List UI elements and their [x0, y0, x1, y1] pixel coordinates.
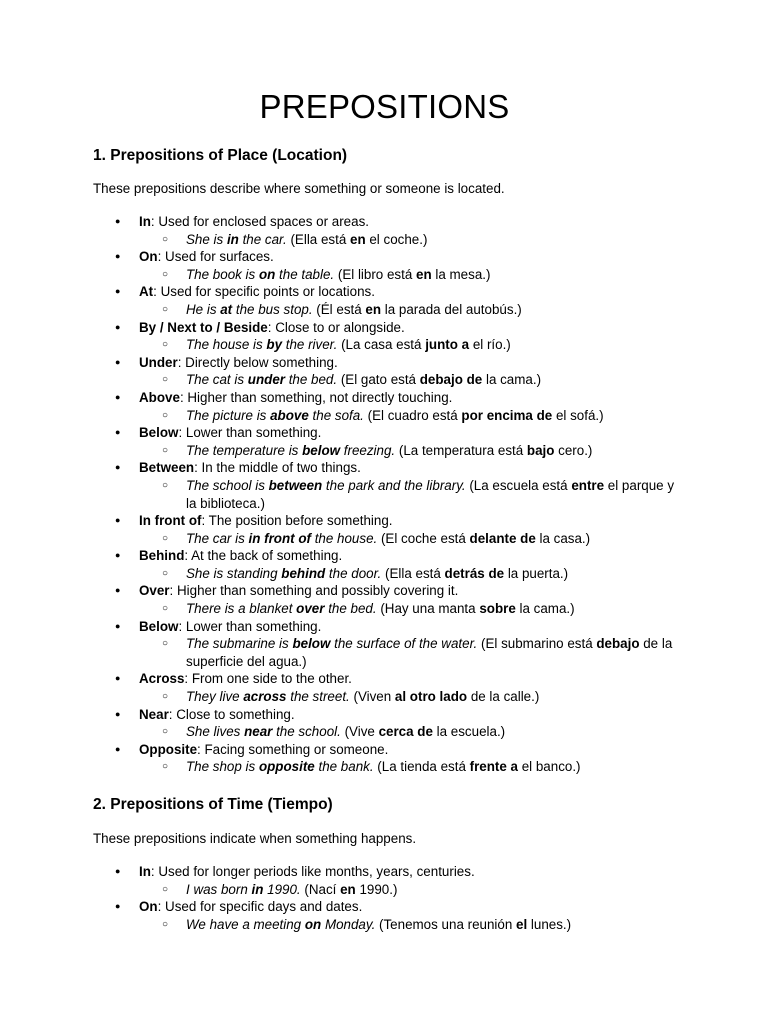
example-english-keyword: below	[302, 442, 341, 458]
document-title: PREPOSITIONS	[259, 88, 510, 125]
preposition-item	[93, 706, 676, 741]
example-spanish-text: (El gato está	[337, 372, 420, 388]
example-spanish-keyword: al otro lado	[394, 689, 468, 705]
example-english-text: We have a meeting	[186, 916, 305, 932]
preposition-definition: : Used for enclosed spaces or areas.	[150, 214, 369, 229]
example-spanish-text: la cama.)	[515, 601, 575, 617]
example-english-text: the table.	[275, 266, 335, 282]
example-english	[186, 917, 375, 932]
preposition-term: Behind	[139, 548, 185, 564]
example-spanish-text: el banco.)	[517, 759, 581, 775]
preposition-definition: : Higher than something, not directly touching.	[179, 389, 453, 405]
preposition-term: At	[139, 284, 154, 300]
example-list	[139, 881, 676, 899]
example-list	[139, 635, 676, 670]
example-spanish-text: (La casa está	[337, 337, 426, 353]
example-spanish-keyword: detrás de	[444, 565, 505, 581]
preposition-term: In	[139, 214, 151, 229]
example-sentence	[139, 758, 676, 776]
example-english-keyword: above	[270, 407, 309, 423]
example-spanish-text: (Nací	[300, 881, 341, 897]
example-english-text: He is	[186, 301, 221, 317]
preposition-definition: : Close to something.	[168, 706, 295, 722]
example-english-text: the surface of the water.	[330, 636, 478, 652]
preposition-definition: : Used for surfaces.	[157, 249, 274, 265]
preposition-term: Between	[139, 460, 195, 476]
example-list	[139, 530, 676, 548]
example-english	[186, 372, 337, 387]
example-spanish-text: (Tenemos una reunión	[375, 916, 516, 932]
example-english	[186, 882, 301, 897]
section-heading-place: 1. Prepositions of Place (Location)	[93, 147, 348, 164]
example-english-keyword: at	[220, 301, 233, 317]
example-english-text: the sofa.	[308, 407, 364, 423]
example-sentence	[139, 530, 676, 548]
example-list	[139, 477, 676, 512]
example-english-text: the car.	[238, 231, 287, 247]
example-spanish-text: de la calle.)	[467, 689, 540, 705]
example-english-text: She lives	[186, 724, 245, 740]
preposition-definition: : Used for specific points or locations.	[153, 284, 375, 300]
preposition-term: Below	[139, 618, 179, 634]
example-spanish-keyword: sobre	[479, 601, 516, 617]
example-list	[139, 442, 676, 460]
example-english-text: the school.	[272, 724, 341, 740]
example-english-text: The car is	[186, 530, 249, 546]
preposition-item	[93, 582, 676, 617]
example-english-keyword: on	[304, 916, 322, 932]
example-english-keyword: over	[296, 601, 325, 617]
example-english	[186, 724, 341, 739]
example-list	[139, 600, 676, 618]
preposition-definition: : Used for specific days and dates.	[157, 899, 363, 915]
example-spanish-text: la cama.)	[482, 372, 542, 388]
example-spanish-text: (Vive	[340, 724, 379, 740]
example-sentence	[139, 371, 676, 389]
example-sentence	[139, 231, 676, 249]
example-english	[186, 566, 381, 581]
example-list	[139, 231, 676, 249]
example-spanish-keyword: debajo	[596, 636, 640, 652]
example-english-text: She is standing	[186, 565, 282, 581]
example-english	[186, 636, 477, 651]
preposition-item	[93, 741, 676, 776]
example-english-text: The cat is	[186, 372, 248, 388]
example-english-keyword: in	[226, 231, 239, 247]
example-spanish-text: (El libro está	[334, 266, 417, 282]
example-english-text: 1990.	[263, 881, 301, 897]
example-english-text: the park and the library.	[322, 477, 466, 493]
example-english-text: the street.	[286, 689, 350, 705]
preposition-term: Above	[139, 389, 180, 405]
example-spanish-text: el parque y la biblioteca.)	[186, 477, 675, 511]
example-english-text: The school is	[186, 477, 269, 493]
preposition-item	[93, 618, 676, 671]
example-spanish-keyword: en	[416, 266, 432, 282]
example-spanish-text: la puerta.)	[504, 565, 569, 581]
example-spanish-text: 1990.)	[355, 881, 398, 897]
example-english-text: the bank.	[314, 759, 374, 775]
example-sentence	[139, 301, 676, 319]
example-spanish-text: el sofá.)	[552, 407, 604, 423]
example-spanish-text: la mesa.)	[431, 266, 491, 282]
preposition-definition: : The position before something.	[201, 513, 393, 529]
preposition-item	[93, 213, 676, 248]
preposition-list-time	[93, 863, 676, 933]
preposition-term: In	[139, 864, 151, 879]
example-english-text: freezing.	[340, 442, 396, 458]
example-spanish-keyword: por encima de	[461, 407, 553, 423]
example-spanish-text: el coche.)	[365, 231, 428, 247]
preposition-definition: : Directly below something.	[177, 354, 338, 370]
example-spanish-text: (La temperatura está	[395, 442, 527, 458]
example-spanish-keyword: en	[350, 231, 366, 247]
example-english	[186, 337, 337, 352]
example-english-text: The temperature is	[186, 442, 303, 458]
example-sentence	[139, 477, 676, 512]
example-sentence	[139, 916, 676, 934]
example-english-text: They live	[186, 689, 244, 705]
example-english-text: the door.	[325, 565, 382, 581]
example-spanish-text: la escuela.)	[432, 724, 506, 740]
example-english-keyword: across	[243, 689, 287, 705]
example-sentence	[139, 600, 676, 618]
preposition-definition: : At the back of something.	[184, 548, 343, 564]
example-english-text: The house is	[186, 337, 267, 353]
example-english-keyword: opposite	[258, 759, 315, 775]
example-english	[186, 232, 287, 247]
example-english	[186, 408, 364, 423]
example-spanish-text: cero.)	[554, 442, 593, 458]
example-english	[186, 531, 377, 546]
section-intro-place: These prepositions describe where something or someone is located.	[93, 181, 505, 196]
preposition-item	[93, 319, 676, 354]
example-spanish-text: (Ella está	[286, 231, 350, 247]
preposition-item	[93, 670, 676, 705]
section-heading-time: 2. Prepositions of Time (Tiempo)	[93, 796, 333, 813]
example-english-text: The book is	[186, 266, 259, 282]
example-spanish-text: (Hay una manta	[376, 601, 480, 617]
example-spanish-text: (El coche está	[377, 530, 470, 546]
preposition-term: Under	[139, 354, 178, 370]
preposition-term: Opposite	[139, 741, 198, 757]
example-spanish-keyword: en	[340, 881, 356, 897]
example-english-text: The shop is	[186, 759, 259, 775]
example-english	[186, 443, 395, 458]
example-english	[186, 478, 466, 493]
example-english	[186, 689, 350, 704]
example-spanish-keyword: cerca de	[378, 724, 433, 740]
example-sentence	[139, 688, 676, 706]
example-english-text: the bus stop.	[232, 301, 313, 317]
example-english-text: The picture is	[186, 407, 271, 423]
example-english-text: the bed.	[324, 601, 377, 617]
example-english-keyword: in front of	[248, 530, 311, 546]
example-list	[139, 407, 676, 425]
example-spanish-text: de la superficie del agua.)	[186, 636, 673, 669]
preposition-list-place	[93, 213, 676, 776]
example-spanish-text: (El cuadro está	[363, 407, 462, 423]
example-spanish-text: (La tienda está	[373, 759, 470, 775]
example-spanish-keyword: delante de	[469, 530, 536, 546]
example-english-text: She is	[186, 231, 227, 247]
example-spanish-text: (Ella está	[381, 565, 445, 581]
preposition-item	[93, 547, 676, 582]
example-spanish-text: la parada del autobús.)	[381, 301, 522, 317]
example-sentence	[139, 881, 676, 899]
preposition-item	[93, 248, 676, 283]
example-english-text: the river.	[282, 337, 338, 353]
preposition-term: Below	[139, 425, 179, 441]
example-list	[139, 336, 676, 354]
preposition-term: Across	[139, 671, 185, 687]
preposition-item	[93, 898, 676, 933]
example-list	[139, 371, 676, 389]
preposition-term: By / Next to / Beside	[139, 319, 268, 335]
example-english	[186, 601, 377, 616]
example-spanish-text: el río.)	[469, 337, 511, 353]
example-sentence	[139, 723, 676, 741]
example-spanish-keyword: el	[516, 916, 528, 932]
example-english	[186, 759, 374, 774]
example-spanish-keyword: junto a	[425, 337, 470, 353]
example-spanish-keyword: frente a	[469, 759, 518, 775]
example-english-text: I was born	[186, 881, 252, 897]
preposition-term: On	[139, 249, 158, 265]
preposition-definition: : In the middle of two things.	[194, 460, 361, 476]
preposition-term: On	[139, 899, 158, 915]
example-english-keyword: under	[247, 372, 285, 388]
example-list	[139, 688, 676, 706]
example-english-keyword: by	[266, 337, 283, 353]
example-english-text: The submarine is	[186, 636, 293, 652]
example-spanish-text: la casa.)	[535, 530, 591, 546]
example-list	[139, 723, 676, 741]
example-sentence	[139, 635, 676, 670]
preposition-term: Near	[139, 706, 169, 722]
example-spanish-keyword: debajo de	[419, 372, 483, 388]
example-list	[139, 758, 676, 776]
preposition-term: Over	[139, 583, 170, 599]
example-list	[139, 301, 676, 319]
preposition-item	[93, 863, 676, 898]
example-english-keyword: behind	[281, 565, 326, 581]
preposition-definition: : Lower than something.	[178, 425, 322, 441]
example-sentence	[139, 565, 676, 583]
example-spanish-text: (La escuela está	[465, 477, 572, 493]
example-english-keyword: in	[251, 881, 264, 897]
preposition-definition: : Close to or alongside.	[267, 319, 405, 335]
example-english-keyword: on	[258, 266, 276, 282]
section-intro-time: These prepositions indicate when something happens.	[93, 831, 417, 846]
example-list	[139, 916, 676, 934]
example-spanish-text: lunes.)	[527, 916, 572, 932]
example-spanish-keyword: en	[365, 301, 382, 317]
preposition-item	[93, 283, 676, 318]
example-sentence	[139, 442, 676, 460]
example-english-keyword: below	[292, 636, 331, 652]
example-list	[139, 565, 676, 583]
example-spanish-text: (El submarino está	[477, 636, 597, 652]
example-english-keyword: near	[244, 724, 273, 740]
preposition-definition: : Lower than something.	[178, 618, 322, 634]
example-english-text: Monday.	[321, 916, 376, 932]
example-english-keyword: between	[268, 477, 323, 493]
example-english-text: There is a blanket	[186, 601, 297, 617]
preposition-item	[93, 424, 676, 459]
preposition-item	[93, 512, 676, 547]
example-english-text: the house.	[310, 530, 378, 546]
preposition-definition: : Used for longer periods like months, years, centuries.	[150, 864, 475, 879]
example-spanish-text: (Él está	[312, 301, 366, 317]
preposition-term: In front of	[139, 513, 202, 529]
preposition-definition: : From one side to the other.	[184, 671, 352, 687]
example-spanish-text: (Viven	[349, 689, 395, 705]
preposition-item	[93, 354, 676, 389]
example-english	[186, 302, 313, 317]
preposition-definition: : Facing something or someone.	[197, 741, 389, 757]
example-sentence	[139, 336, 676, 354]
example-english-text: the bed.	[284, 372, 338, 388]
example-english	[186, 267, 334, 282]
example-spanish-keyword: entre	[571, 477, 605, 493]
example-sentence	[139, 407, 676, 425]
preposition-item	[93, 389, 676, 424]
example-sentence	[139, 266, 676, 284]
example-list	[139, 266, 676, 284]
example-spanish-keyword: bajo	[526, 442, 555, 458]
preposition-definition: : Higher than something and possibly covering it.	[169, 583, 459, 599]
preposition-item	[93, 459, 676, 512]
